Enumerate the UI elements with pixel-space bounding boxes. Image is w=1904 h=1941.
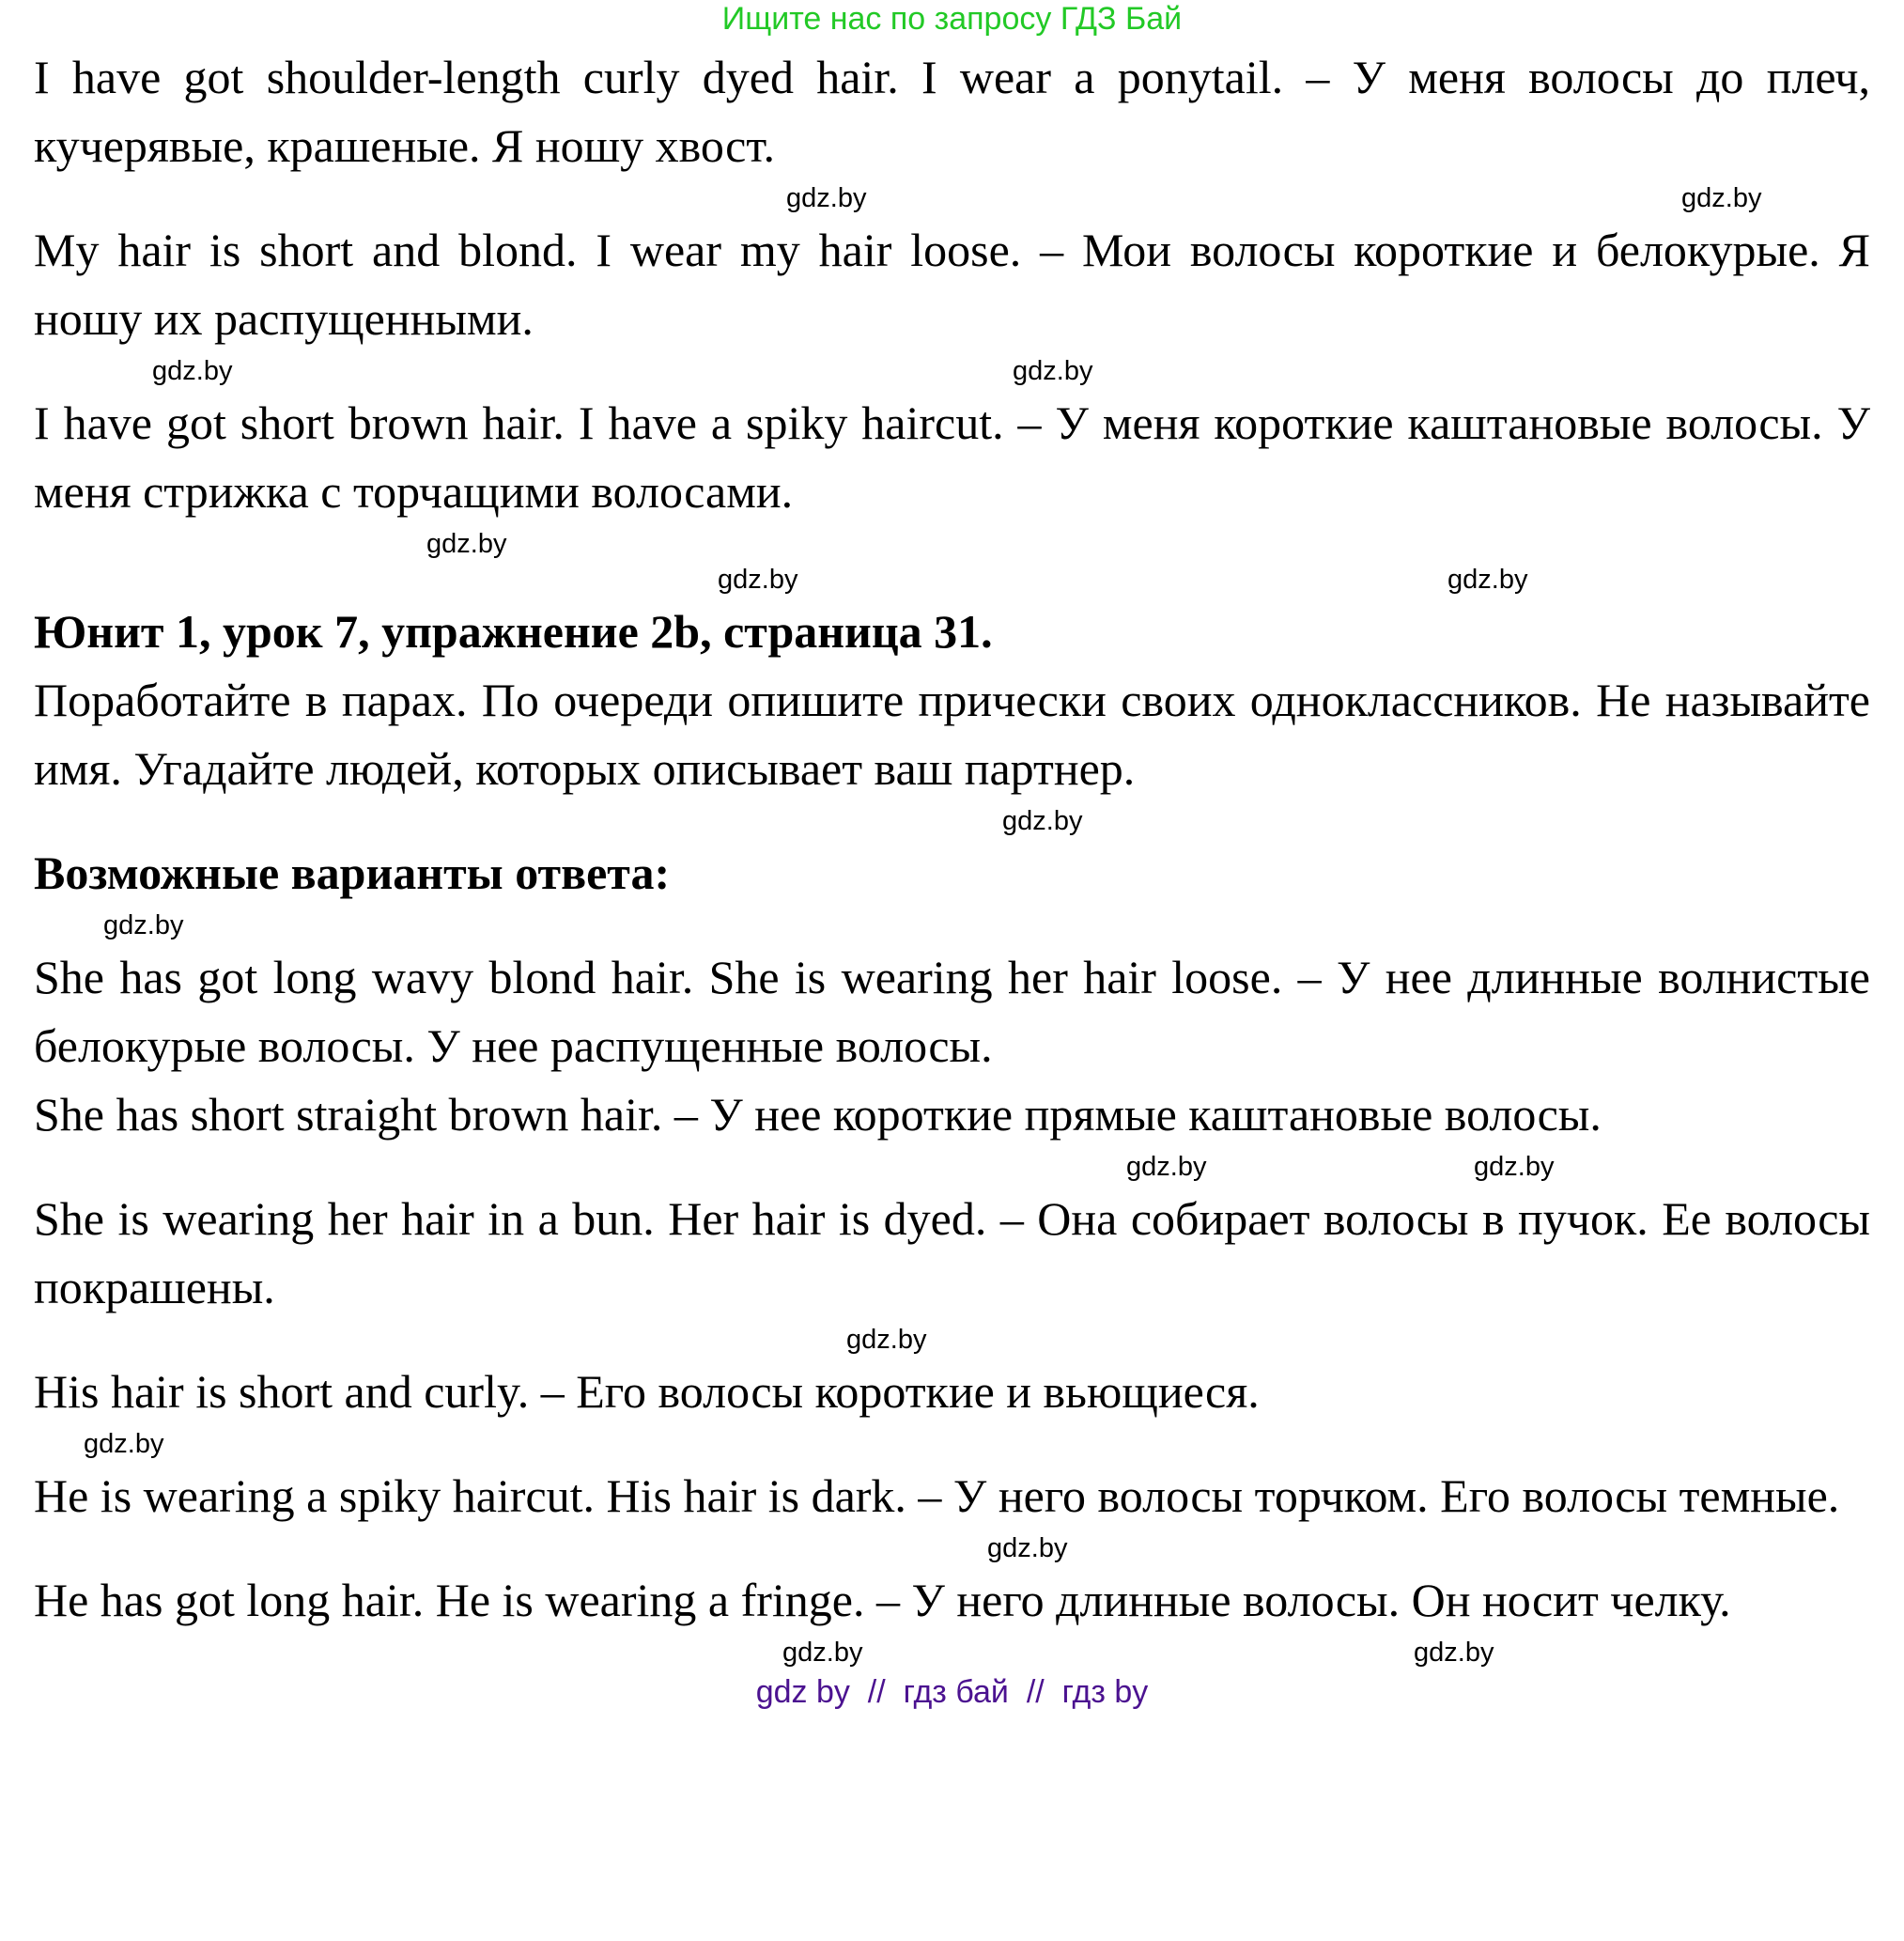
watermark: gdz.by — [1681, 183, 1762, 213]
watermark: gdz.by — [1013, 356, 1093, 386]
watermark: gdz.by — [718, 565, 798, 595]
paragraph: I have got shoulder-length curly dyed hair. I wear a ponytail. – У меня волосы до плеч, кучерявые, крашеные. Я ношу хвост. — [34, 51, 1870, 172]
watermark-row — [0, 1530, 1904, 1566]
watermark-row — [0, 353, 1904, 389]
exercise-heading: Юнит 1, урок 7, упражнение 2b, страница 31. — [34, 605, 993, 658]
paragraph: She is wearing her hair in a bun. Her hair is dyed. – Она собирает волосы в пучок. Ее волосы покрашены. — [34, 1192, 1870, 1313]
paragraph: He has got long hair. He is wearing a fringe. – У него длинные волосы. Он носит челку. — [34, 1574, 1731, 1626]
search-banner[interactable]: Ищите нас по запросу ГДЗ Бай — [721, 1, 1183, 37]
watermark-row — [0, 526, 1904, 562]
watermark: gdz.by — [1447, 565, 1528, 595]
watermark: gdz.by — [782, 1638, 863, 1668]
watermark-row — [0, 1426, 1904, 1462]
watermark-row — [0, 562, 1904, 598]
paragraph: His hair is short and curly. – Его волосы короткие и вьющиеся. — [34, 1365, 1260, 1418]
watermark: gdz.by — [103, 910, 184, 940]
watermark: gdz.by — [1474, 1152, 1555, 1182]
watermark: gdz.by — [152, 356, 233, 386]
watermark: gdz.by — [1126, 1152, 1207, 1182]
watermark-row — [0, 1635, 1904, 1670]
paragraph: She has got long wavy blond hair. She is wearing her hair loose. – У нее длинные волнистые белокурые волосы. У нее распущенные волосы. — [34, 951, 1870, 1072]
paragraph: He is wearing a spiky haircut. His hair is dark. – У него волосы торчком. Его волосы темные. — [34, 1469, 1840, 1522]
watermark: gdz.by — [1002, 806, 1083, 836]
paragraph: I have got short brown hair. I have a spiky haircut. – У меня короткие каштановые волосы. У меня стрижка с торчащими волосами. — [34, 396, 1870, 518]
answers-heading: Возможные варианты ответа: — [34, 846, 671, 899]
watermark: gdz.by — [987, 1533, 1068, 1563]
watermark: gdz.by — [786, 183, 867, 213]
footer-links[interactable]: gdz by // гдз бай // гдз by — [755, 1674, 1149, 1710]
watermark: gdz.by — [846, 1325, 927, 1355]
watermark: gdz.by — [84, 1429, 164, 1459]
paragraph: She has short straight brown hair. – У нее короткие прямые каштановые волосы. — [34, 1088, 1602, 1141]
paragraph: My hair is short and blond. I wear my hair loose. – Мои волосы короткие и белокурые. Я ношу их распущенными. — [34, 224, 1870, 345]
watermark: gdz.by — [1414, 1638, 1494, 1668]
watermark-row — [0, 1322, 1904, 1358]
watermark-row — [0, 180, 1904, 216]
watermark-row — [0, 908, 1904, 943]
watermark-row — [0, 803, 1904, 839]
watermark: gdz.by — [426, 529, 507, 559]
task-text: Поработайте в парах. По очереди опишите прически своих одноклассников. Не называйте имя. Угадайте людей, которых описывает ваш партнер. — [34, 674, 1870, 795]
watermark-row — [0, 1149, 1904, 1185]
